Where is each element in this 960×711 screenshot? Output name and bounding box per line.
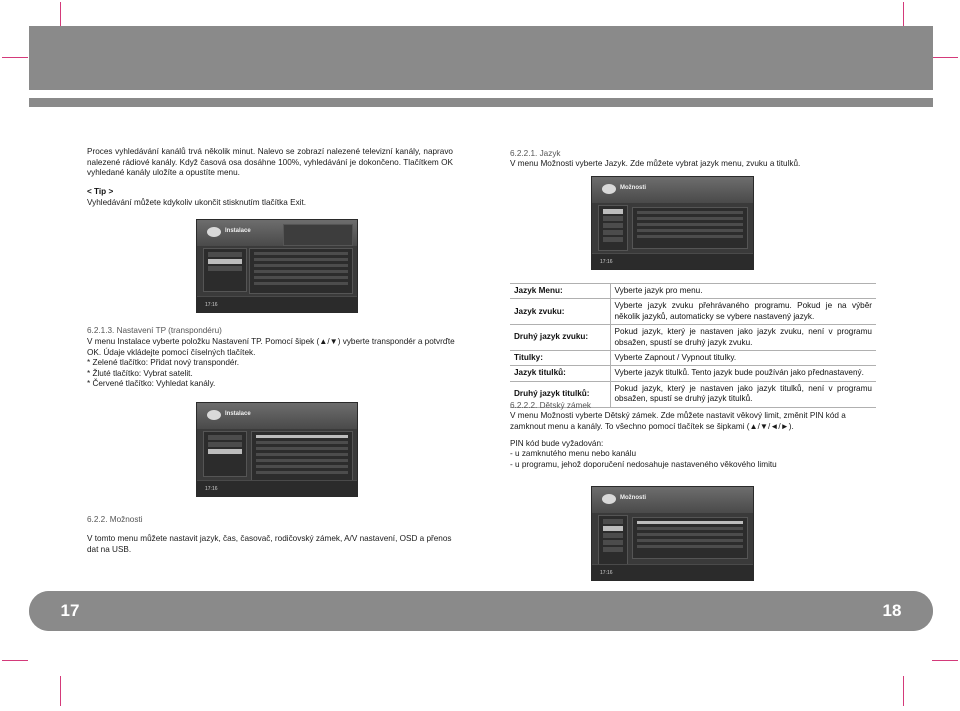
list-item: - u zamknutého menu nebo kanálu [510,449,637,458]
screen-menu-panel [598,515,628,565]
header-strip [29,98,933,107]
screen-title: Instalace [225,411,251,417]
screen-clock: 17:16 [600,570,613,576]
screen-title: Instalace [225,228,251,234]
section-6222-text: V menu Možnosti vyberte Dětský zámek. Zde můžete nastavit věkový limit, změnit PIN kód a zamknout menu a kanály. To všechno pomocí tlačítek se šipkami (▲/▼/◄/►). [510,411,846,431]
section-613-heading: 6.2.1.3. Nastavení TP (transpondéru) [87,326,222,335]
logo-icon [207,410,221,420]
crop-mark [2,660,28,661]
screen-list-panel [249,248,353,294]
screen-title: Možnosti [620,185,646,191]
screen-options-panel [632,207,748,249]
screen-title: Možnosti [620,495,646,501]
screen-footer [197,296,357,312]
logo-icon [602,184,616,194]
section-6221-text: V menu Možnosti vyberte Jazyk. Zde můžete vybrat jazyk menu, zvuku a titulků. [510,159,801,168]
screen-menu-panel [203,431,247,477]
pin-intro: PIN kód bude vyžadován: [510,439,604,448]
crop-mark [932,57,958,58]
bullet-item: * Žluté tlačítko: Vybrat satelit. [87,368,193,378]
screen-footer [592,253,753,269]
table-value: Pokud jazyk, který je nastaven jako jazyk titulků, není v programu obsažen, spustí se druhý jazyk titulků. [610,381,876,407]
page-number-left: 17 [29,591,111,631]
table-key: Jazyk titulků: [510,366,610,381]
screen-header [592,487,753,513]
section-622-text: V tomto menu můžete nastavit jazyk, čas, časovač, rodičovský zámek, A/V nastavení, OSD a přenos dat na USB. [87,534,452,554]
bullet-item: * Zelené tlačítko: Přidat nový transpondér. [87,358,240,367]
table-row [510,351,876,366]
crop-mark [903,2,904,28]
logo-icon [602,494,616,504]
crop-mark [2,57,28,58]
section-622-heading: 6.2.2. Možnosti [87,515,143,524]
screen-menu-panel [598,205,628,251]
screenshot-moznosti-zamek [591,486,754,581]
section-6222-heading: 6.2.2.2. Dětský zámek [510,401,591,410]
screenshot-tp-settings [196,402,358,497]
screen-footer [197,480,357,496]
table-key: Titulky: [510,351,610,366]
screen-status-panel [283,224,353,246]
page-number-right: 18 [851,591,933,631]
crop-mark [60,2,61,28]
table-row [510,325,876,351]
footer-bar [29,591,933,631]
screen-options-panel [632,517,748,559]
table-value: Vyberte Zapnout / Vypnout titulky. [610,351,876,366]
table-value: Vyberte jazyk titulků. Tento jazyk bude používán jako přednastavený. [610,366,876,381]
list-item: - u programu, jehož doporučení nedosahuje nastaveného věkového limitu [510,459,777,469]
table-value: Pokud jazyk, který je nastaven jako jazyk zvuku, není v programu obsažen, spustí se druhý jazyk zvuku. [610,325,876,351]
table-row [510,284,876,299]
screen-footer [592,564,753,580]
table-row [510,366,876,381]
table-key: Druhý jazyk zvuku: [510,325,610,351]
header-bar [29,26,933,90]
screen-menu-panel [203,248,247,292]
crop-mark [903,676,904,706]
screenshot-moznosti-jazyk [591,176,754,270]
tip-title: < Tip > [87,187,114,196]
screen-clock: 17:16 [600,259,613,265]
table-key: Jazyk zvuku: [510,299,610,325]
screen-clock: 17:16 [205,486,218,492]
logo-icon [207,227,221,237]
screen-clock: 17:16 [205,302,218,308]
section-613-text: V menu Instalace vyberte položku Nastavení TP. Pomocí šipek (▲/▼) vyberte transpondér a potvrďte OK. Údaje vkládejte pomocí číselných tlačítek. [87,337,455,357]
tip-text: Vyhledávání můžete kdykoliv ukončit stisknutím tlačítka Exit. [87,198,307,207]
crop-mark [932,660,958,661]
table-value: Vyberte jazyk pro menu. [610,284,876,299]
intro-paragraph: Proces vyhledávání kanálů trvá několik minut. Nalevo se zobrazí nalezené televizní kanály, napravo nalezené rádiové kanály. Když časová osa dosáhne 100%, vyhledávání je dokončeno. Tlačítkem OK vyhledané kanály uložíte a opustíte menu. [87,147,453,178]
crop-mark [60,676,61,706]
screen-header [592,177,753,203]
screenshot-instalace-search [196,219,358,313]
section-6221-heading: 6.2.2.1. Jazyk [510,149,561,158]
section-613-bullets [87,358,453,390]
bullet-item: * Červené tlačítko: Vyhledat kanály. [87,379,216,389]
screen-tp-list [251,431,353,481]
screen-header [197,403,357,429]
table-row [510,299,876,325]
table-value: Vyberte jazyk zvuku přehrávaného programu. Pokud je na výběr několik jazyků, automaticky se vybere nastavený jazyk. [610,299,876,325]
language-settings-table [510,283,876,408]
table-key: Jazyk Menu: [510,284,610,299]
table-key: Druhý jazyk titulků: [510,381,610,407]
pin-list [510,449,880,470]
